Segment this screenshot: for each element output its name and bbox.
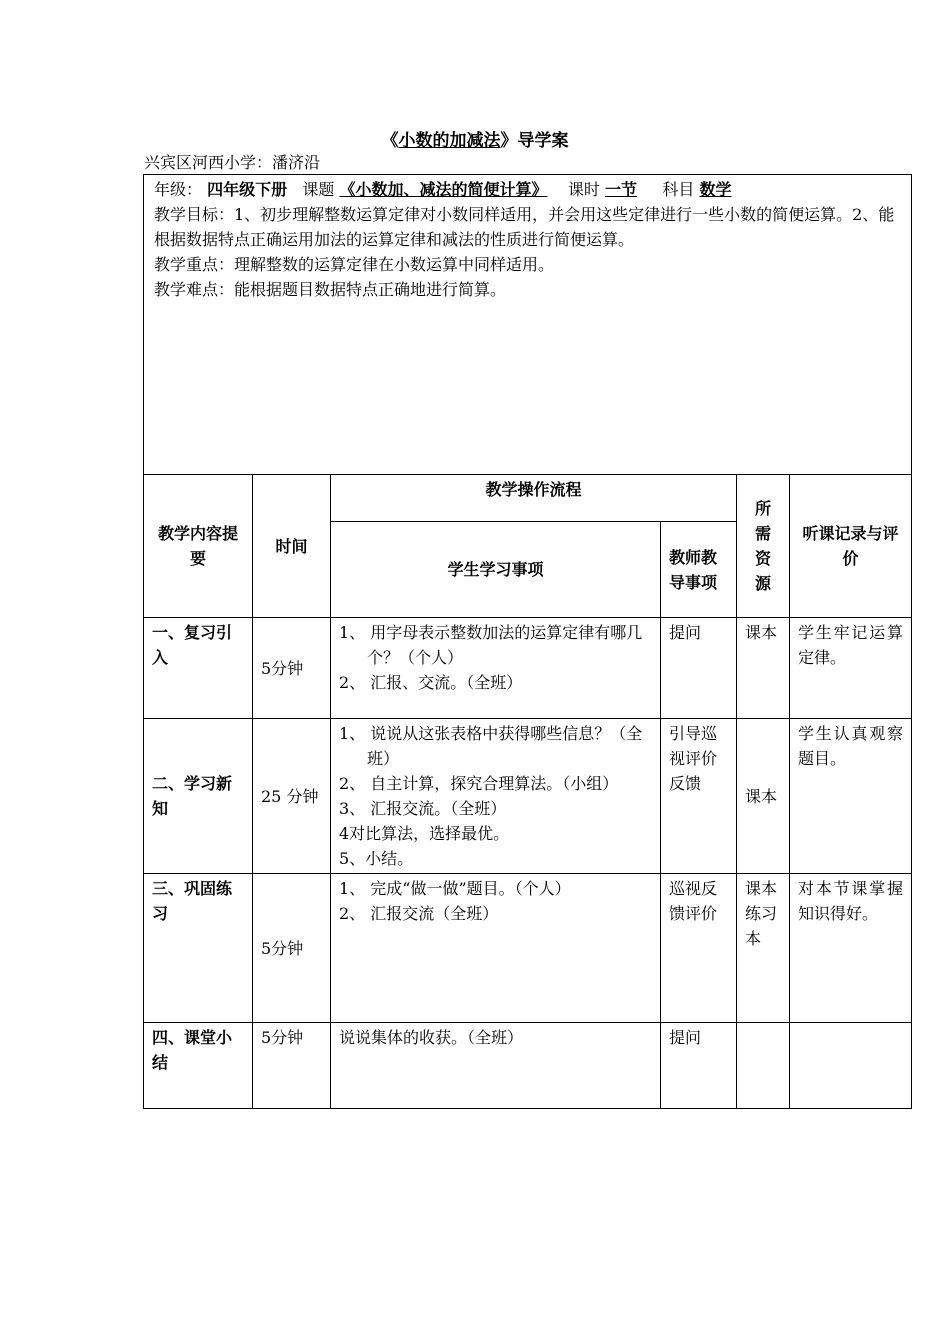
row-content: 四、课堂小结 (144, 1023, 253, 1109)
list-item: 说说集体的收获。（全班） (339, 1028, 524, 1047)
row-content: 三、巩固练习 (144, 874, 253, 1023)
row-record: 学生认真观察题目。 (790, 719, 912, 874)
table-row (144, 874, 912, 1023)
row-resource: 课本 (737, 618, 790, 719)
row-content: 一、复习引入 (144, 618, 253, 719)
teaching-key-point: 教学重点：理解整数的运算定律在小数运算中同样适用。 (154, 255, 555, 274)
title-main: 小数的加减法 (398, 131, 501, 151)
period-label: 课时 (567, 180, 600, 199)
row-teacher: 引导巡视评价反馈 (661, 719, 737, 874)
header-time: 时间 (253, 475, 331, 618)
list-item: 2、 自主计算，探究合理算法。（小组） (339, 774, 619, 793)
row-teacher: 巡视反馈评价 (661, 874, 737, 1023)
header-student: 学生学习事项 (331, 522, 661, 618)
list-item: 4对比算法，选择最优。 (339, 824, 510, 843)
lesson-plan-table (143, 174, 912, 1109)
list-item: 1、 用字母表示整数加法的运算定律有哪几个？（个人） (339, 623, 643, 667)
row-resource: 课本练习本 (737, 874, 790, 1023)
table-row (144, 1023, 912, 1109)
row-time: 5分钟 (253, 618, 331, 719)
topic-value: 《小数加、减法的简便计算》 (339, 180, 548, 199)
table-row (144, 719, 912, 874)
title-prefix: 《 (381, 131, 399, 151)
row-teacher: 提问 (661, 1023, 737, 1109)
row-student (331, 618, 661, 719)
header-process: 教学操作流程 (331, 475, 737, 522)
period-value: 一节 (604, 180, 637, 199)
grade-value: 四年级下册 (207, 180, 288, 199)
row-record (790, 1023, 912, 1109)
header-row-1 (144, 475, 912, 522)
list-item: 1、 完成“做一做”题目。（个人） (339, 879, 571, 898)
row-record: 学生牢记运算定律。 (790, 618, 912, 719)
teaching-goal: 教学目标：1、初步理解整数运算定律对小数同样适用，并会用这些定律进行一些小数的简便运算。2、能根据数据特点正确运用加法的运算定律和减法的性质进行简便运算。 (154, 205, 895, 249)
list-item: 2、 汇报交流（全班） (339, 904, 499, 923)
row-student (331, 874, 661, 1023)
meta-line (154, 177, 903, 202)
info-row (144, 175, 912, 475)
school-author: 兴宾区河西小学：潘济沿 (144, 153, 321, 172)
row-student (331, 1023, 661, 1109)
header-content: 教学内容提要 (144, 475, 253, 618)
teaching-difficulty: 教学难点：能根据题目数据特点正确地进行简算。 (154, 280, 507, 299)
list-item: 3、 汇报交流。（全班） (339, 799, 507, 818)
list-item: 1、 说说从这张表格中获得哪些信息？（全班） (339, 724, 643, 768)
topic-label: 课题 (302, 180, 335, 199)
subject-label: 科目 (662, 180, 695, 199)
subject-value: 数学 (699, 180, 732, 199)
header-teacher: 教师教导事项 (661, 522, 737, 618)
list-item: 2、 汇报、交流。（全班） (339, 673, 523, 692)
info-cell (144, 175, 912, 475)
table-row (144, 618, 912, 719)
header-resource: 所需资源 (737, 475, 790, 618)
row-content: 二、学习新知 (144, 719, 253, 874)
title-suffix: 》导学案 (500, 131, 569, 151)
document-title (0, 126, 950, 151)
row-record: 对本节课掌握知识得好。 (790, 874, 912, 1023)
list-item: 5、小结。 (339, 849, 414, 868)
grade-label: 年级： (154, 180, 203, 199)
row-time: 5分钟 (253, 1023, 331, 1109)
row-time: 5分钟 (253, 874, 331, 1023)
row-resource (737, 1023, 790, 1109)
row-time: 25 分钟 (253, 719, 331, 874)
row-student (331, 719, 661, 874)
header-record: 听课记录与评价 (790, 475, 912, 618)
row-teacher: 提问 (661, 618, 737, 719)
row-resource: 课本 (737, 719, 790, 874)
